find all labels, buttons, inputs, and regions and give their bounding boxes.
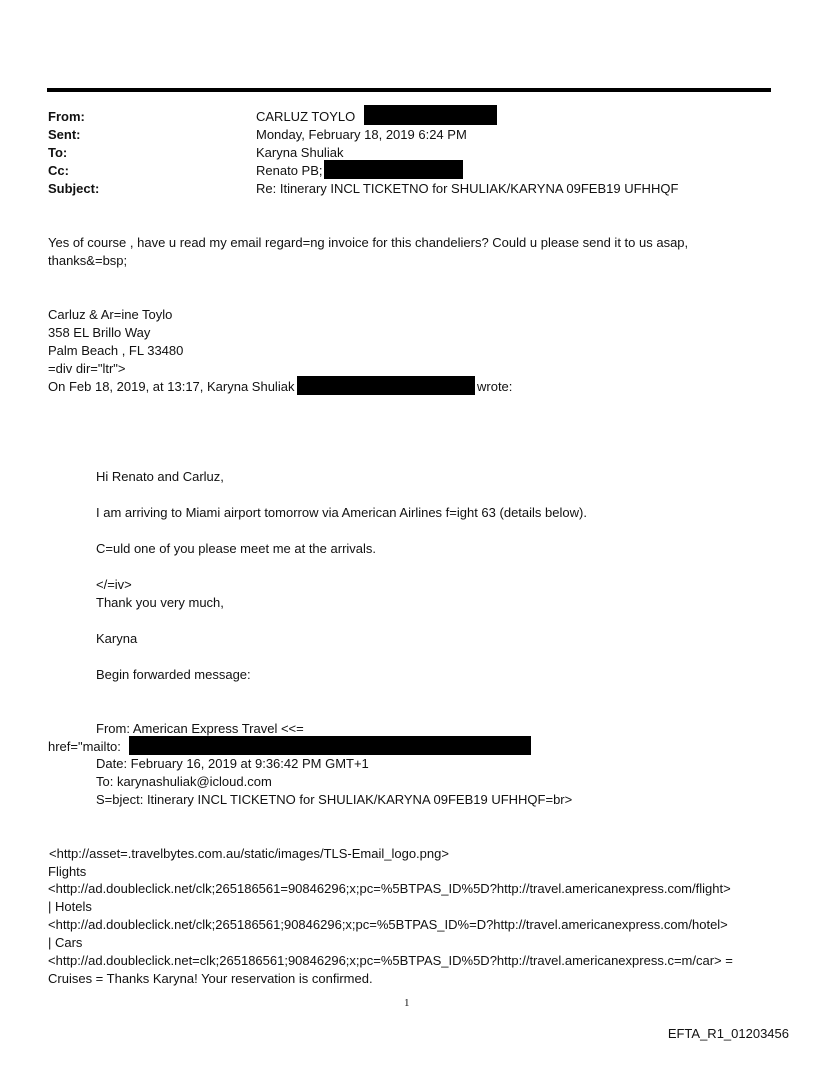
subject-label: Subject:	[48, 181, 100, 196]
quoted-sign: Karyna	[96, 631, 138, 646]
quoted-greeting: Hi Renato and Carluz,	[96, 469, 224, 484]
body-line-logo: <http://asset=.travelbytes.com.au/static/images/TLS-Email_logo.png>	[49, 846, 449, 861]
on-line-end: wrote:	[477, 379, 513, 394]
reply-line-1: Yes of course , have u read my email regard=ng invoice for this chandeliers? Could u please send it to us asap,	[48, 235, 689, 250]
body-line-hotel-link: <http://ad.doubleclick.net/clk;265186561;90846296;x;pc=%5BTPAS_ID%=D?http://travel.americanexpress.com/hotel>	[48, 917, 728, 932]
cc-value: Renato PB;	[256, 163, 323, 178]
sent-value: Monday, February 18, 2019 6:24 PM	[256, 127, 467, 142]
forwarded-subject: S=bject: Itinerary INCL TICKETNO for SHULIAK/KARYNA 09FEB19 UFHHQF=br>	[96, 792, 573, 807]
body-line-car-link: <http://ad.doubleclick.net=clk;265186561;90846296;x;pc=%5BTPAS_ID%5D?http://travel.americanexpress.c=m/car> =	[48, 953, 733, 968]
redaction-from	[364, 105, 497, 125]
redaction-forwarded	[129, 736, 531, 755]
to-label: To:	[48, 145, 68, 160]
quoted-begin-forwarded: Begin forwarded message:	[96, 667, 251, 682]
body-line-hotels: | Hotels	[48, 899, 92, 914]
redaction-cc	[324, 160, 463, 179]
forwarded-href: href="mailto:	[48, 739, 121, 754]
forwarded-date: Date: February 16, 2019 at 9:36:42 PM GMT+1	[96, 756, 369, 771]
quoted-thanks: Thank you very much,	[96, 595, 224, 610]
signature-city: Palm Beach , FL 33480	[48, 343, 184, 358]
subject-value: Re: Itinerary INCL TICKETNO for SHULIAK/KARYNA 09FEB19 UFHHQF	[256, 181, 679, 196]
from-value: CARLUZ TOYLO	[256, 109, 356, 124]
quoted-endiv: </=iv>	[96, 577, 132, 592]
quoted-arriving: I am arriving to Miami airport tomorrow via American Airlines f=ight 63 (details below).	[96, 505, 587, 520]
forwarded-to: To: karynashuliak@icloud.com	[96, 774, 272, 789]
page-number: 1	[404, 997, 410, 1009]
sent-label: Sent:	[48, 127, 81, 142]
reply-line-2: thanks&=bsp;	[48, 253, 128, 268]
to-value: Karyna Shuliak	[256, 145, 344, 160]
quoted-meet: C=uld one of you please meet me at the arrivals.	[96, 541, 377, 556]
body-line-flights: Flights	[48, 864, 87, 879]
redaction-email	[297, 376, 475, 395]
on-line-start: On Feb 18, 2019, at 13:17, Karyna Shuliak	[48, 379, 295, 394]
body-line-flight-link: <http://ad.doubleclick.net/clk;265186561=90846296;x;pc=%5BTPAS_ID%5D?http://travel.americanexpress.com/flight>	[48, 881, 731, 896]
body-line-confirmation: Cruises = Thanks Karyna! Your reservation is confirmed.	[48, 971, 373, 986]
signature-street: 358 EL Brillo Way	[48, 325, 151, 340]
header-rule	[47, 88, 771, 92]
forwarded-from: From: American Express Travel <<=	[96, 721, 304, 736]
from-label: From:	[48, 109, 85, 124]
cc-label: Cc:	[48, 163, 69, 178]
signature-div: =div dir="ltr">	[48, 361, 126, 376]
document-id: EFTA_R1_01203456	[667, 1026, 789, 1041]
body-line-cars: | Cars	[48, 935, 83, 950]
signature-name: Carluz & Ar=ine Toylo	[48, 307, 173, 322]
